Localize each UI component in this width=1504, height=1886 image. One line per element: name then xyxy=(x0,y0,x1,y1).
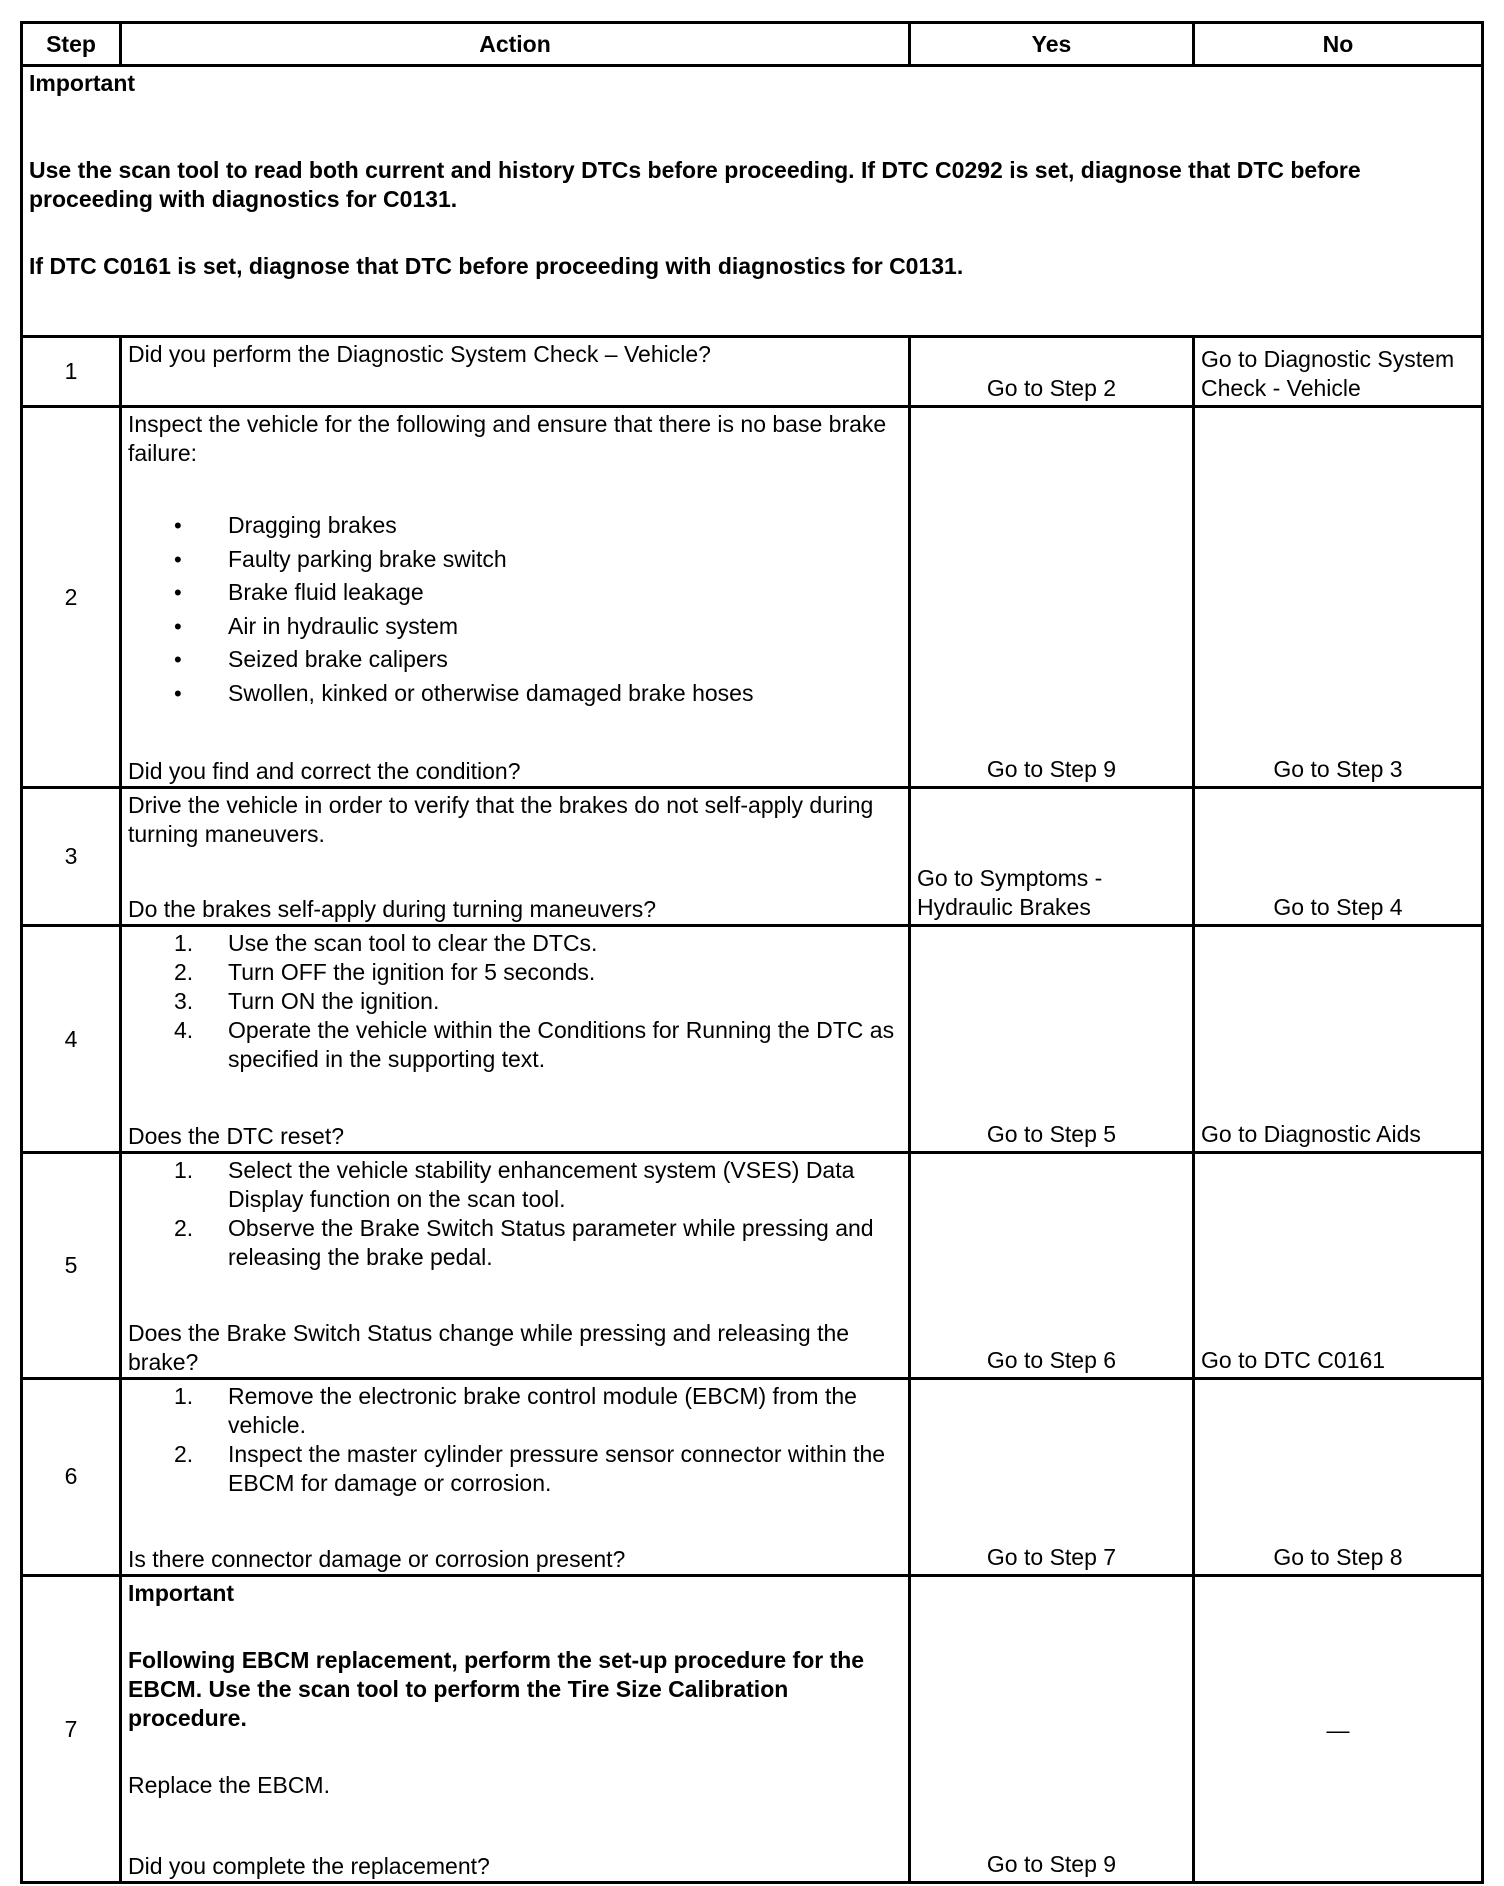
item-text: Use the scan tool to clear the DTCs. xyxy=(228,930,598,957)
list-item: • Faulty parking brake switch xyxy=(174,543,902,577)
item-number: 1. xyxy=(174,1382,194,1409)
step-number: 6 xyxy=(22,1378,121,1576)
item-text: Remove the electronic brake control module (EBCM) from the vehicle. xyxy=(228,1382,857,1438)
list-item xyxy=(174,1214,902,1272)
item-number: 1. xyxy=(174,1156,194,1183)
step-question: Did you complete the replacement? xyxy=(128,1853,490,1879)
action-cell xyxy=(121,1152,910,1378)
step-intro: Drive the vehicle in order to verify that the brakes do not self-apply during turning maneuvers. xyxy=(128,792,874,848)
list-item xyxy=(174,929,902,958)
table-row xyxy=(22,788,1483,926)
item-text: Operate the vehicle within the Conditions for Running the DTC as specified in the supporting text. xyxy=(228,1017,895,1073)
yes-cell: Go to Step 5 xyxy=(910,926,1194,1153)
item-text: Select the vehicle stability enhancement system (VSES) Data Display function on the scan tool. xyxy=(228,1156,855,1212)
important-row xyxy=(22,66,1483,337)
important-text-2: If DTC C0161 is set, diagnose that DTC before proceeding with diagnostics for C0131. xyxy=(29,253,964,280)
no-cell: Go to Step 4 xyxy=(1194,788,1483,926)
item-text: Turn OFF the ignition for 5 seconds. xyxy=(228,959,596,986)
action-cell xyxy=(121,1378,910,1576)
item-number: 3. xyxy=(174,988,194,1015)
list-item xyxy=(174,1440,902,1498)
header-row xyxy=(22,23,1483,66)
list-item: • Seized brake calipers xyxy=(174,643,902,677)
yes-cell: Go to Step 2 xyxy=(910,336,1194,406)
item-number: 2. xyxy=(174,959,194,986)
procedure-list xyxy=(128,1382,902,1498)
action-cell xyxy=(121,788,910,926)
procedure-list xyxy=(128,929,902,1074)
inspection-list xyxy=(128,509,902,710)
step-question: Does the DTC reset? xyxy=(128,1122,345,1149)
step-question: Does the Brake Switch Status change while pressing and releasing the brake? xyxy=(128,1319,850,1375)
header-action: Action xyxy=(121,23,910,66)
list-item: • Brake fluid leakage xyxy=(174,576,902,610)
step-number: 7 xyxy=(22,1576,121,1883)
step-question: Did you perform the Diagnostic System Check – Vehicle? xyxy=(128,340,711,367)
yes-cell: Go to Step 9 xyxy=(910,407,1194,788)
step-action: Replace the EBCM. xyxy=(128,1772,330,1799)
yes-cell: Go to Step 7 xyxy=(910,1378,1194,1576)
list-item xyxy=(174,1382,902,1440)
no-cell: — xyxy=(1194,1576,1483,1883)
important-text: Following EBCM replacement, perform the set-up procedure for the EBCM. Use the scan tool to perform the Tire Size Calibration procedure. xyxy=(128,1647,865,1732)
step-number: 3 xyxy=(22,788,121,926)
item-text: Observe the Brake Switch Status parameter while pressing and releasing the brake pedal. xyxy=(228,1214,874,1270)
item-text: Inspect the master cylinder pressure sensor connector within the EBCM for damage or corrosion. xyxy=(228,1440,886,1496)
step-number: 5 xyxy=(22,1152,121,1378)
action-cell xyxy=(121,1576,910,1883)
step-intro: Inspect the vehicle for the following and ensure that there is no base brake failure: xyxy=(128,411,887,467)
yes-cell: Go to Symptoms - Hydraulic Brakes xyxy=(910,788,1194,926)
list-item xyxy=(174,958,902,987)
list-item xyxy=(174,987,902,1016)
table-row xyxy=(22,407,1483,788)
yes-cell: Go to Step 6 xyxy=(910,1152,1194,1378)
header-yes: Yes xyxy=(910,23,1194,66)
important-heading: Important xyxy=(128,1580,235,1607)
important-text-1: Use the scan tool to read both current and history DTCs before proceeding. If DTC C0292 is set, diagnose that DTC before proceeding with diagnostics for C0131. xyxy=(29,157,1361,213)
table-row xyxy=(22,336,1483,406)
important-heading: Important xyxy=(29,70,136,97)
step-question: Do the brakes self-apply during turning maneuvers? xyxy=(128,896,657,923)
diagnostic-table xyxy=(20,21,1484,1884)
item-number: 4. xyxy=(174,1017,194,1044)
step-number: 4 xyxy=(22,926,121,1153)
table-row xyxy=(22,1152,1483,1378)
list-item xyxy=(174,1156,902,1214)
header-no: No xyxy=(1194,23,1483,66)
list-item: • Dragging brakes xyxy=(174,509,902,543)
important-cell xyxy=(22,66,1483,337)
table-row xyxy=(22,1576,1483,1883)
step-number: 1 xyxy=(22,336,121,406)
action-cell xyxy=(121,926,910,1153)
no-cell: Go to DTC C0161 xyxy=(1194,1152,1483,1378)
list-item: • Swollen, kinked or otherwise damaged brake hoses xyxy=(174,677,902,711)
table-row xyxy=(22,926,1483,1153)
step-question: Is there connector damage or corrosion present? xyxy=(128,1546,626,1573)
action-cell xyxy=(121,336,910,406)
yes-cell: Go to Step 9 xyxy=(910,1576,1194,1883)
item-text: Turn ON the ignition. xyxy=(228,988,440,1015)
item-number: 1. xyxy=(174,930,194,957)
header-step: Step xyxy=(22,23,121,66)
procedure-list xyxy=(128,1156,902,1272)
no-cell: Go to Step 3 xyxy=(1194,407,1483,788)
no-cell: Go to Diagnostic System Check - Vehicle xyxy=(1194,336,1483,406)
step-question: Did you find and correct the condition? xyxy=(128,758,521,785)
item-number: 2. xyxy=(174,1214,194,1241)
list-item xyxy=(174,1016,902,1074)
item-number: 2. xyxy=(174,1440,194,1467)
action-cell xyxy=(121,407,910,788)
list-item: • Air in hydraulic system xyxy=(174,610,902,644)
table-row xyxy=(22,1378,1483,1576)
no-cell: Go to Step 8 xyxy=(1194,1378,1483,1576)
no-cell: Go to Diagnostic Aids xyxy=(1194,926,1483,1153)
step-number: 2 xyxy=(22,407,121,788)
